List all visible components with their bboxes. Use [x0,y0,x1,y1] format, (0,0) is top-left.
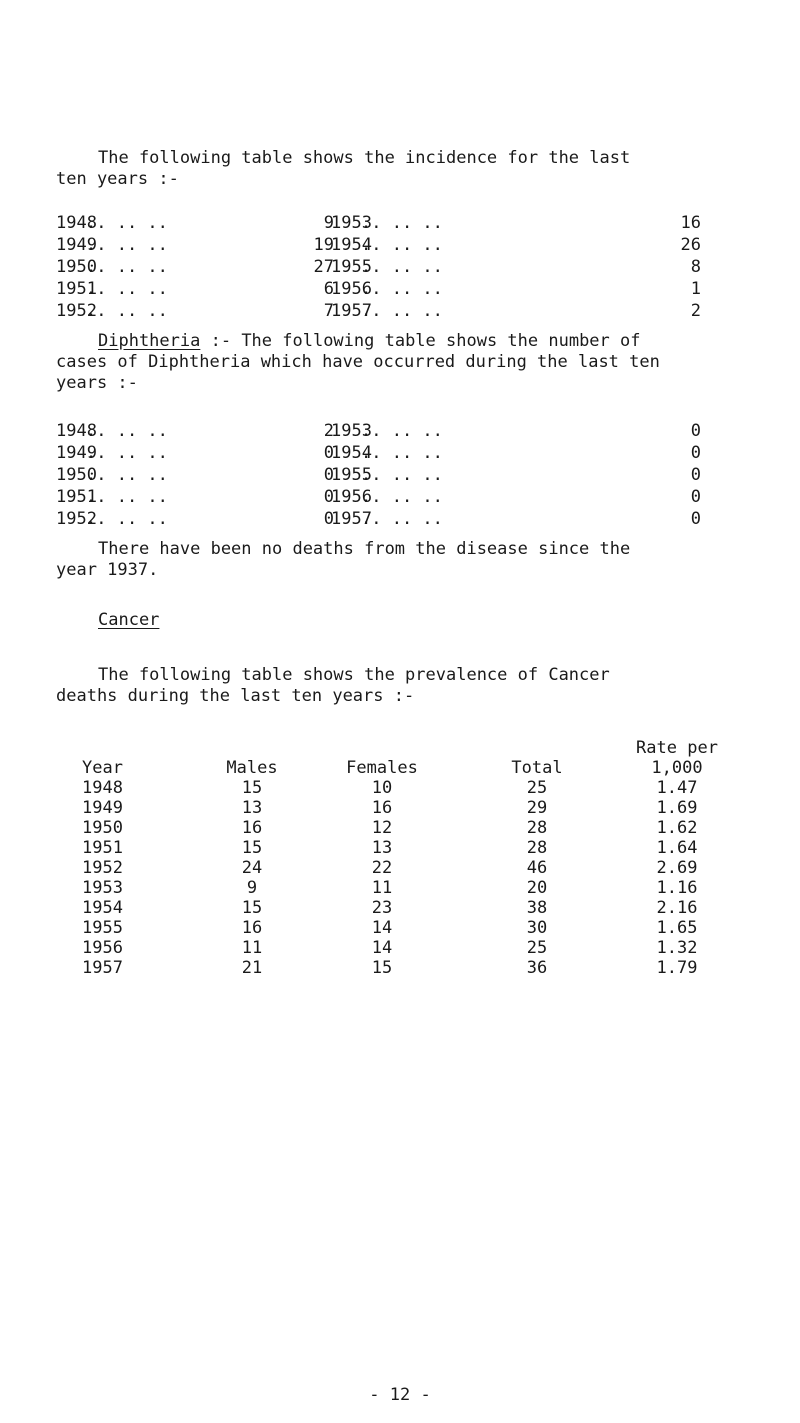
value-right: 0 [690,509,701,529]
cell-total: 38 [526,898,548,918]
cell-year: 1948 [82,778,123,798]
value-right: 8 [690,257,701,277]
diphtheria-line-3: years :- [56,373,138,393]
cell-rate: 1.79 [656,958,698,978]
table-row [56,465,716,487]
cell-males: 13 [241,798,263,818]
value-right: 0 [690,465,701,485]
header-rate [612,738,742,778]
cell-total: 28 [526,818,548,838]
value-left: 6 [323,279,334,299]
cell-total: 20 [526,878,548,898]
table-row [56,487,716,509]
value-right: 1 [690,279,701,299]
header-total: Total [511,758,563,778]
year-left: 1951 [56,487,97,507]
cell-total: 25 [526,938,548,958]
header-rate-line-2: 1,000 [651,758,703,778]
table-row [42,798,742,818]
header-year: Year [82,758,123,778]
cell-rate: 1.16 [656,878,698,898]
leader-dots: .. .. .. [86,443,168,463]
leader-dots: .. .. .. [361,257,443,277]
leader-dots: .. .. .. [361,487,443,507]
leader-dots: .. .. .. [361,465,443,485]
header-females: Females [346,758,418,778]
table-row [42,898,742,918]
cell-males: 9 [246,878,258,898]
leader-dots: .. .. .. [86,235,168,255]
incidence-intro [56,148,716,190]
diphtheria-heading: Diphtheria [98,331,201,351]
table-row [56,421,716,443]
cell-year: 1951 [82,838,123,858]
cell-year: 1953 [82,878,123,898]
header-rate-line-1: Rate per [636,738,718,758]
value-right: 0 [690,487,701,507]
cell-males: 15 [241,838,263,858]
year-right: 1956 [331,487,372,507]
value-right: 0 [690,443,701,463]
cell-year: 1956 [82,938,123,958]
leader-dots: .. .. .. [361,213,443,233]
no-deaths-line-2: year 1937. [56,560,159,580]
year-right: 1956 [331,279,372,299]
cell-females: 11 [371,878,393,898]
intro-line-2: ten years :- [56,169,179,189]
table-row [56,279,716,301]
cell-year: 1957 [82,958,123,978]
year-left: 1952 [56,509,97,529]
table-row [42,938,742,958]
value-left: 2 [323,421,334,441]
cell-total: 29 [526,798,548,818]
table-row [42,818,742,838]
cell-total: 28 [526,838,548,858]
cell-total: 30 [526,918,548,938]
leader-dots: .. .. .. [86,421,168,441]
cell-females: 13 [371,838,393,858]
year-right: 1957 [331,301,372,321]
year-left: 1952 [56,301,97,321]
cancer-table-body [42,778,742,978]
cancer-table [42,738,742,978]
cancer-heading: Cancer [98,610,160,630]
incidence-table [56,213,716,323]
diphtheria-line-2: cases of Diphtheria which have occurred during the last ten [56,352,660,372]
cancer-line-1: The following table shows the prevalence of Cancer [98,665,610,685]
value-left: 0 [323,487,334,507]
cancer-line-2: deaths during the last ten years :- [56,686,415,706]
cell-males: 16 [241,818,263,838]
value-left: 0 [323,465,334,485]
table-row [42,958,742,978]
year-right: 1953 [331,213,372,233]
value-left: 27 [313,257,334,277]
year-right: 1955 [331,465,372,485]
cell-rate: 2.69 [656,858,698,878]
cell-total: 46 [526,858,548,878]
cell-females: 12 [371,818,393,838]
year-right: 1957 [331,509,372,529]
value-right: 2 [690,301,701,321]
leader-dots: .. .. .. [86,257,168,277]
header-males: Males [226,758,278,778]
cell-males: 15 [241,778,263,798]
cell-year: 1952 [82,858,123,878]
cell-females: 14 [371,938,393,958]
leader-dots: .. .. .. [361,235,443,255]
cell-females: 10 [371,778,393,798]
year-left: 1950 [56,257,97,277]
cell-year: 1955 [82,918,123,938]
leader-dots: .. .. .. [86,301,168,321]
value-right: 16 [680,213,701,233]
year-left: 1949 [56,235,97,255]
page-number: - 12 - [369,1385,431,1405]
leader-dots: .. .. .. [86,487,168,507]
cell-females: 16 [371,798,393,818]
table-row [42,778,742,798]
value-left: 0 [323,443,334,463]
cell-total: 36 [526,958,548,978]
table-row [56,235,716,257]
leader-dots: .. .. .. [86,213,168,233]
cell-males: 16 [241,918,263,938]
no-deaths-line-1: There have been no deaths from the disease since the [98,539,631,559]
cell-males: 15 [241,898,263,918]
cancer-intro [56,665,716,707]
value-left: 9 [323,213,334,233]
cell-females: 22 [371,858,393,878]
year-left: 1948 [56,213,97,233]
cell-year: 1950 [82,818,123,838]
year-left: 1951 [56,279,97,299]
cell-males: 11 [241,938,263,958]
year-left: 1950 [56,465,97,485]
value-left: 19 [313,235,334,255]
year-right: 1955 [331,257,372,277]
year-right: 1954 [331,443,372,463]
table-row [42,858,742,878]
cell-year: 1954 [82,898,123,918]
cell-rate: 2.16 [656,898,698,918]
cell-rate: 1.62 [656,818,698,838]
leader-dots: .. .. .. [86,509,168,529]
diphtheria-table [56,421,716,531]
no-deaths-paragraph [56,539,716,581]
value-right: 26 [680,235,701,255]
cell-total: 25 [526,778,548,798]
cell-year: 1949 [82,798,123,818]
intro-line-1: The following table shows the incidence for the last [98,148,631,168]
cell-males: 21 [241,958,263,978]
leader-dots: .. .. .. [361,443,443,463]
cell-females: 14 [371,918,393,938]
leader-dots: .. .. .. [86,465,168,485]
cell-rate: 1.47 [656,778,698,798]
leader-dots: .. .. .. [361,421,443,441]
cell-males: 24 [241,858,263,878]
leader-dots: .. .. .. [86,279,168,299]
cell-rate: 1.32 [656,938,698,958]
diphtheria-line-1: :- The following table shows the number of [210,331,641,351]
table-row [42,918,742,938]
leader-dots: .. .. .. [361,509,443,529]
diphtheria-intro [56,331,716,394]
table-row [56,509,716,531]
cell-rate: 1.69 [656,798,698,818]
table-row [56,213,716,235]
year-left: 1948 [56,421,97,441]
table-row [42,878,742,898]
cell-females: 23 [371,898,393,918]
value-right: 0 [690,421,701,441]
year-left: 1949 [56,443,97,463]
value-left: 0 [323,509,334,529]
cancer-table-header [42,738,742,778]
table-row [56,443,716,465]
year-right: 1954 [331,235,372,255]
cell-rate: 1.64 [656,838,698,858]
leader-dots: .. .. .. [361,301,443,321]
leader-dots: .. .. .. [361,279,443,299]
table-row [56,301,716,323]
table-row [42,838,742,858]
table-row [56,257,716,279]
cell-females: 15 [371,958,393,978]
cell-rate: 1.65 [656,918,698,938]
year-right: 1953 [331,421,372,441]
value-left: 7 [323,301,334,321]
